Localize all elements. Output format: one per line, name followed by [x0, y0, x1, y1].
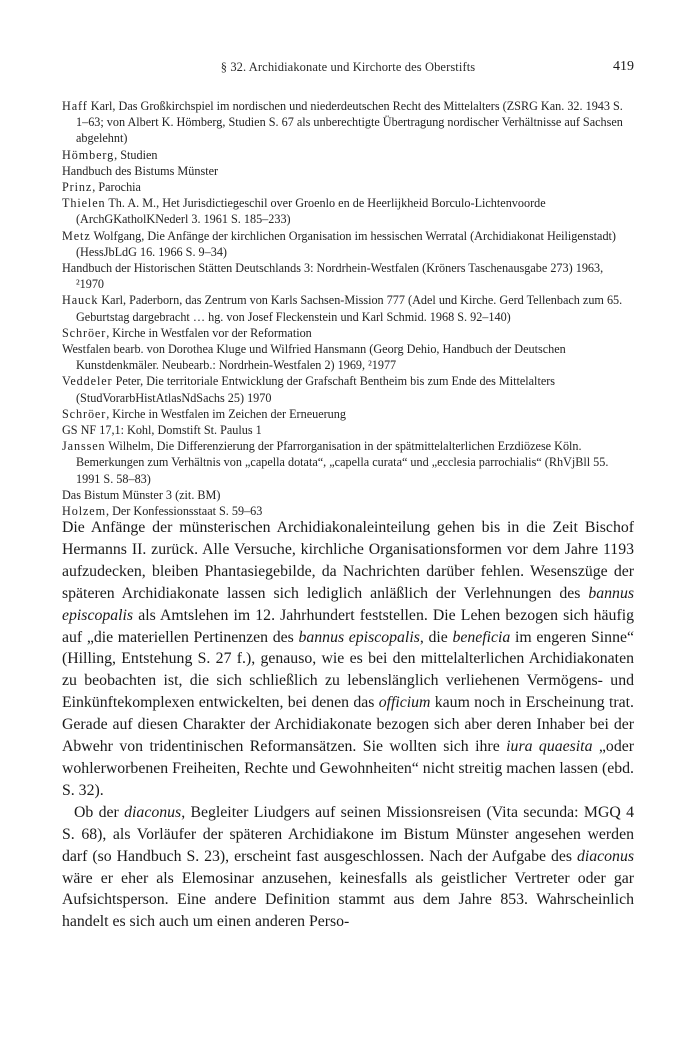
text-run: „oder wohlerworbenen Freiheiten, Rechte und Gewohnheiten“ nicht streitig machen lassen (ebd. S. 32). [62, 738, 634, 799]
bibliography-text: Handbuch des Bistums Münster [62, 163, 219, 178]
text-run: als Amtslehen im 12. Jahrhundert feststellen. Die Lehen bezogen sich häufig auf „die materiellen Pertinenzen des [62, 606, 634, 646]
italic-term: beneficia [452, 628, 511, 646]
italic-term: officium [378, 694, 431, 712]
text-run: Ob der [74, 803, 125, 821]
bibliography-text: , Kirche in Westfalen vor der Reformation [106, 325, 312, 340]
bibliography-text: , Parochia [92, 180, 141, 195]
bibliography-author: Schröer [62, 406, 107, 421]
bibliography-text: , Der Konfessionsstaat S. 59–63 [105, 504, 263, 519]
bibliography-text: Westfalen bearb. von Dorothea Kluge und Wilfried Hansmann (Georg Dehio, Handbuch der Deutschen Kunstdenkmäler. Neubearb.: Nordrhein-Westfalen 2) 1969, ²1977 [62, 342, 566, 373]
bibliography-author: Thielen [62, 196, 106, 211]
bibliography-author: Metz [62, 228, 91, 243]
bibliography-entry [62, 373, 634, 405]
bibliography-text: , Kirche in Westfalen im Zeichen der Erneuerung [106, 406, 346, 421]
bibliography-text: Wolfgang, Die Anfänge der kirchlichen Organisation im hessischen Werratal (Archidiakonat Heiligenstadt) (HessJbLdG 16. 1966 S. 9–34) [76, 228, 616, 259]
italic-term: iura quaesita [506, 738, 593, 756]
bibliography-author: Holzem [62, 504, 106, 519]
bibliography-author: Janssen [62, 439, 106, 454]
bibliography-entry [62, 163, 634, 179]
bibliography-text: Karl, Paderborn, das Zentrum von Karls Sachsen-Mission 777 (Adel und Kirche. Gerd Tellenbach zum 65. Geburtstag dargebracht … hg. von Josef Fleckenstein und Karl Schmid. 1968 S. 92–140) [76, 293, 623, 324]
bibliography-entry [62, 179, 634, 195]
bibliography-author: Veddeler [62, 374, 113, 389]
text-run: wäre er eher als Elemosinar anzusehen, keinesfalls als geistlicher Vertreter oder gar Aufsichtsperson. Eine andere Definition stammt aus dem Jahre 853. Wahrscheinlich handelt es sich auch um einen anderen Perso- [62, 869, 634, 931]
italic-term: bannus episcopalis [62, 584, 634, 624]
bibliography-list [62, 98, 634, 519]
bibliography-author: Schröer [62, 325, 107, 340]
bibliography-entry [62, 98, 634, 147]
running-title: § 32. Archidiakonate und Kirchorte des Oberstifts [220, 60, 476, 74]
bibliography-author: Prinz [62, 180, 93, 195]
text-run: , die [419, 628, 453, 646]
bibliography-text: Wilhelm, Die Differenzierung der Pfarrorganisation in der spätmittelalterlichen Erzdiözese Köln. Bemerkungen zum Verhältnis von „capella dotata“, „capella curata“ und „ecclesia parrochialis“ (RhVjBll 55. 1991 S. 58–83) [76, 439, 609, 486]
bibliography-entry [62, 228, 634, 260]
bibliography-author: Hömberg [62, 147, 115, 162]
bibliography-text: , Studien [114, 147, 158, 162]
bibliography-entry [62, 147, 634, 163]
bibliography-entry [62, 341, 634, 373]
bibliography-entry [62, 195, 634, 227]
bibliography-text: Peter, Die territoriale Entwicklung der Grafschaft Bentheim bis zum Ende des Mittelalters (StudVorarbHistAtlasNdSachs 25) 1970 [76, 374, 556, 405]
page-number: 419 [613, 59, 634, 74]
italic-term: diaconus [124, 803, 182, 821]
bibliography-entry [62, 260, 634, 292]
bibliography-author: Haff [62, 99, 88, 113]
italic-term: bannus episcopalis [298, 628, 420, 646]
text-run: , Begleiter Liudgers auf seinen Missionsreisen (Vita secunda: MGQ 4 S. 68), als Vorläufer der späteren Archidiakone im Bistum Münster angesehen werden darf (so Handbuch S. 23), erscheint fast ausgeschlossen. Nach der Aufgabe des [62, 803, 634, 865]
bibliography-text: GS NF 17,1: Kohl, Domstift St. Paulus 1 [62, 423, 262, 438]
body-paragraph-2 [62, 802, 634, 933]
bibliography-text: Karl, Das Großkirchspiel im nordischen und niederdeutschen Recht des Mittelalters (ZSRG Kan. 32. 1943 S. 1–63; von Albert K. Hömberg, Studien S. 67 als unberechtigte Übertragung nordischer Verhältnisse auf Sachsen abgelehnt) [76, 99, 623, 146]
running-head [62, 60, 634, 80]
text-run: Die Anfänge der münsterischen Archidiakonaleinteilung gehen bis in die Zeit Bischof Hermanns II. zurück. Alle Versuche, kirchliche Organisationsformen vor dem Jahre 1193 aufzudecken, bleiben Phantasiegebilde, da Nachrichten darüber fehlen. Wesenszüge der späteren Archidiakonate lassen sich lediglich anläßlich der Verlehnungen des [62, 519, 634, 602]
bibliography-entry [62, 292, 634, 324]
italic-term: diaconus [576, 847, 634, 865]
bibliography-entry [62, 325, 634, 341]
bibliography-entry [62, 487, 634, 503]
body-paragraph-1 [62, 517, 634, 802]
bibliography-entry [62, 422, 634, 438]
text-run: im engeren Sinne“ (Hilling, Entstehung S. 27 f.), genauso, wie es bei den mittelalterlichen Archidiakonaten zu beobachten ist, die sich schließlich zu lebenslänglich verliehenen Vermögens- und Einkünftekomplexen entwickelten, bei denen das [62, 628, 634, 712]
bibliography-entry [62, 406, 634, 422]
main-text [62, 517, 634, 933]
bibliography-text: Handbuch der Historischen Stätten Deutschlands 3: Nordrhein-Westfalen (Kröners Taschenausgabe 273) 1963, ²1970 [62, 261, 604, 292]
bibliography-text: Das Bistum Münster 3 (zit. BM) [62, 487, 221, 502]
text-run: kaum noch in Erscheinung trat. Gerade auf diesen Charakter der Archidiakonate bezogen sich aber deren Inhaber bei der Abwehr von tridentinischen Reformansätzen. Sie wollten sich ihre [62, 694, 634, 756]
bibliography-author: Hauck [62, 293, 99, 308]
bibliography-entry [62, 438, 634, 487]
bibliography-text: Th. A. M., Het Jurisdictiegeschil over Groenlo en de Heerlijkheid Borculo-Lichtenvoorde (ArchGKatholKNederl 3. 1961 S. 185–233) [76, 196, 546, 227]
